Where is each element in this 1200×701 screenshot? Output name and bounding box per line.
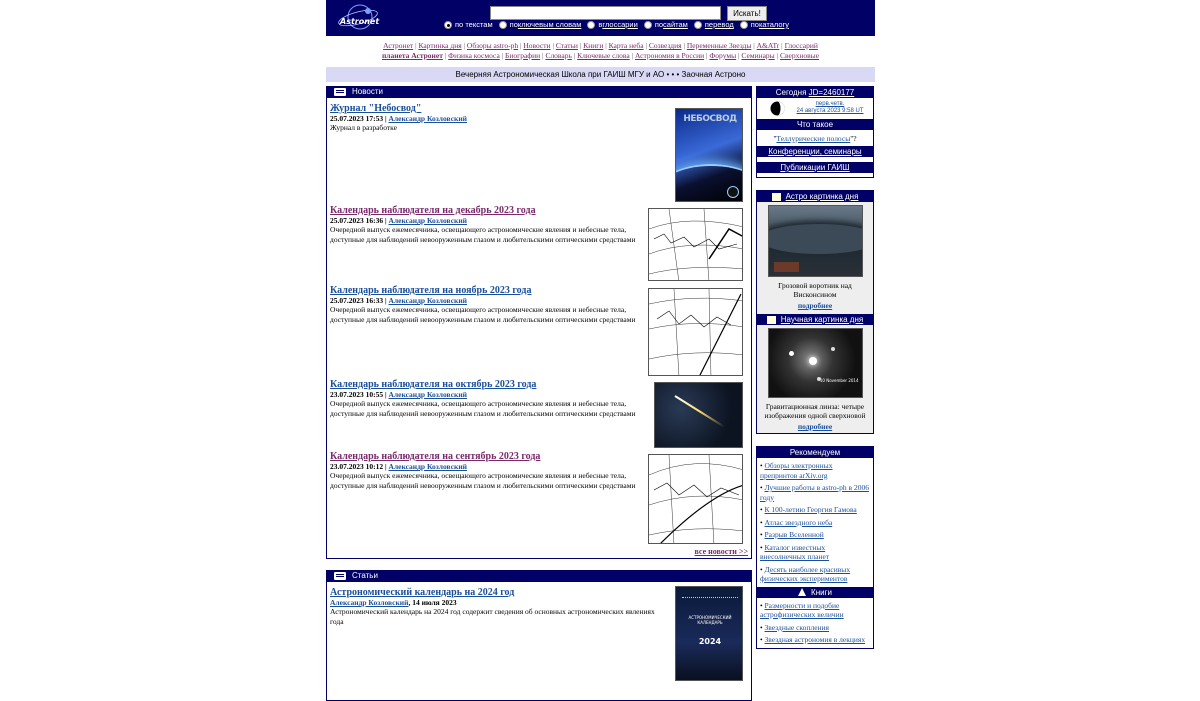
main-nav bbox=[326, 41, 875, 61]
calendar-cover-title: АСТРОНОМИЧЕСКИЙ КАЛЕНДАРЬ bbox=[688, 615, 732, 625]
radio-label-prefix: по bbox=[509, 20, 518, 29]
list-item: • Десять наиболее красивых физических экспериментов bbox=[760, 564, 851, 583]
news-item-title[interactable]: Календарь наблюдателя на ноябрь 2023 года bbox=[330, 285, 532, 296]
shelf-cloud bbox=[768, 224, 863, 254]
astronet-logo[interactable] bbox=[334, 3, 382, 33]
radio-icon[interactable] bbox=[444, 21, 452, 29]
news-header bbox=[326, 86, 752, 97]
list-item: • Размерности и подобие астрофизических величин bbox=[760, 600, 844, 619]
nav-link[interactable]: Книги bbox=[583, 41, 604, 50]
books-header bbox=[757, 587, 873, 598]
articles-title: Статьи bbox=[352, 571, 378, 580]
apod-image[interactable] bbox=[768, 205, 863, 277]
nav-link[interactable]: Астрономия в России bbox=[634, 51, 705, 60]
news-item-meta: 23.07.2023 10:55 | Александр Козловский bbox=[330, 390, 467, 399]
news-item bbox=[330, 103, 670, 133]
news-panel bbox=[326, 97, 752, 559]
recommend-list bbox=[757, 458, 873, 584]
nav-link[interactable]: планета Астронет bbox=[381, 51, 443, 60]
apod-box bbox=[756, 190, 874, 434]
conf-link[interactable]: Конференции, семинары bbox=[768, 147, 862, 156]
star-map-thumb[interactable] bbox=[648, 288, 743, 376]
list-item-link[interactable]: Разрыв Вселенной bbox=[764, 530, 824, 539]
news-item-desc: Очередной выпуск ежемесячника, освещающего астрономические явления и небесные тела, доступные для наблюдений невооруженным глазом и любительскими оптическими средствами bbox=[330, 225, 636, 244]
books-list bbox=[757, 598, 873, 645]
books-title: Книги bbox=[811, 587, 832, 597]
moon-phase-date[interactable]: 24 августа 2023 9:58 UT bbox=[796, 108, 864, 114]
lensed-image bbox=[831, 347, 835, 351]
news-item-title[interactable]: Календарь наблюдателя на октябрь 2023 года bbox=[330, 379, 537, 390]
nav-row-2: планета Астронет | Физика космоса | Биографии | Словарь | Ключевые слова | Астрономия в России | Форумы | Семинары | Сверхновые bbox=[381, 51, 820, 60]
author-link[interactable]: Александр Козловский bbox=[388, 296, 467, 305]
nav-link[interactable]: Глоссарий bbox=[784, 41, 818, 50]
nav-link[interactable]: Сверхновые bbox=[780, 51, 820, 60]
list-item-link[interactable]: Обзоры электронных препринтов arXiv.org bbox=[760, 461, 833, 480]
side-column bbox=[756, 86, 874, 649]
radio-icon[interactable] bbox=[740, 21, 748, 29]
search-mode-radios bbox=[444, 20, 795, 31]
radio-label-link[interactable]: сайтам bbox=[663, 20, 688, 29]
list-item: • Звездная астрономия в лекциях bbox=[760, 635, 866, 644]
radio-icon[interactable] bbox=[587, 21, 595, 29]
sci-image-date: 10 November 2014 bbox=[819, 378, 859, 383]
list-item: • Каталог известных внесолнечных планет bbox=[760, 542, 830, 561]
news-icon bbox=[334, 88, 346, 96]
list-item-link[interactable]: Размерности и подобие астрофизических величин bbox=[760, 600, 844, 619]
list-item-link[interactable]: Каталог известных внесолнечных планет bbox=[760, 542, 830, 561]
apod-icon bbox=[772, 193, 781, 201]
cover-title: НЕБОСВОД bbox=[683, 114, 737, 124]
moon-phase-icon bbox=[770, 101, 785, 116]
news-item-title[interactable]: Календарь наблюдателя на декабрь 2023 года bbox=[330, 205, 536, 216]
eclipse-sequence bbox=[682, 597, 738, 605]
all-news-link[interactable]: все новости >> bbox=[694, 547, 748, 556]
today-header: Сегодня JD=2460177 bbox=[757, 87, 873, 98]
search-mode-option[interactable] bbox=[444, 20, 493, 29]
nav-link[interactable]: Биографии bbox=[505, 51, 541, 60]
list-item: • Разрыв Вселенной bbox=[760, 530, 824, 539]
search-mode-option[interactable] bbox=[694, 20, 734, 29]
sci-icon bbox=[767, 316, 776, 324]
article-item-title[interactable]: Астрономический календарь на 2024 год bbox=[330, 587, 515, 598]
today-box bbox=[756, 86, 874, 178]
nav-link[interactable]: A&ATr bbox=[756, 41, 780, 50]
list-item-link[interactable]: Атлас звездного неба bbox=[764, 517, 833, 527]
radio-label-link[interactable]: глоссарии bbox=[602, 20, 638, 29]
search-mode-option[interactable] bbox=[740, 20, 789, 29]
apod-title[interactable]: Астро картинка дня bbox=[785, 192, 859, 201]
nav-link[interactable]: Карта неба bbox=[608, 41, 644, 50]
news-item-desc: Очередной выпуск ежемесячника, освещающего астрономические явления и небесные тела, доступные для наблюдений невооруженным глазом и любительскими оптическими средствами bbox=[330, 305, 636, 324]
apod-more-link[interactable]: подробнее bbox=[797, 301, 833, 310]
news-item-meta: 25.07.2023 17:53 | Александр Козловский bbox=[330, 114, 467, 123]
author-link[interactable]: Александр Козловский bbox=[388, 216, 467, 225]
what-is-cell: "Теллурические полосы"? bbox=[773, 134, 857, 143]
author-link[interactable]: Александр Козловский bbox=[330, 598, 409, 607]
search-mode-option[interactable] bbox=[644, 20, 688, 29]
list-item-link[interactable]: Десять наиболее красивых физических экспериментов bbox=[760, 564, 851, 583]
apod-header bbox=[757, 191, 873, 202]
nav-link[interactable]: Ключевые слова bbox=[577, 51, 630, 60]
news-item-desc: Очередной выпуск ежемесячника, освещающего астрономические явления и небесные тела, доступные для наблюдений невооруженным глазом и любительскими оптическими средствами bbox=[330, 471, 636, 490]
search-button[interactable]: Искать! bbox=[727, 6, 767, 21]
what-is-header: Что такое bbox=[757, 119, 873, 130]
nav-link[interactable]: Картинка дня bbox=[418, 41, 462, 50]
nav-link[interactable]: Словарь bbox=[545, 51, 572, 60]
search-mode-option[interactable] bbox=[587, 20, 637, 29]
radio-label-prefix: по bbox=[654, 20, 664, 29]
author-link[interactable]: Александр Козловский bbox=[388, 462, 467, 471]
author-link[interactable]: Александр Козловский bbox=[388, 114, 467, 123]
nav-link[interactable]: Переменные Звезды bbox=[686, 41, 752, 50]
radio-label-link[interactable]: каталогу bbox=[758, 20, 790, 29]
what-is-link[interactable]: Теллурические полосы bbox=[776, 134, 851, 143]
news-item-meta: 23.07.2023 10:12 | Александр Козловский bbox=[330, 462, 467, 471]
radio-label-link[interactable]: перевод bbox=[704, 20, 734, 29]
moon-phase bbox=[757, 98, 873, 119]
nav-link[interactable]: Новости bbox=[523, 41, 551, 50]
radio-icon[interactable] bbox=[694, 21, 702, 29]
star-map-thumb[interactable] bbox=[648, 454, 743, 544]
radio-label-prefix: в bbox=[598, 20, 603, 29]
news-item-desc: Журнал в разработке bbox=[330, 123, 397, 132]
calendar-cover[interactable] bbox=[675, 586, 743, 681]
sci-more-link[interactable]: подробнее bbox=[797, 422, 833, 431]
search-mode-option[interactable] bbox=[499, 20, 582, 29]
news-item-title[interactable]: Календарь наблюдателя на сентябрь 2023 года bbox=[330, 451, 541, 462]
sci-caption: Гравитационная линза: четыре изображения одной сверхновой bbox=[764, 402, 866, 420]
articles-icon bbox=[334, 572, 346, 580]
list-item-link[interactable]: Звездные скопления bbox=[764, 622, 829, 632]
article-item-meta: Александр Козловский, 14 июля 2023 bbox=[330, 598, 457, 607]
nebosvod-cover[interactable] bbox=[675, 108, 743, 202]
header bbox=[326, 0, 875, 36]
radio-icon[interactable] bbox=[644, 21, 652, 29]
nav-link[interactable]: Астронет bbox=[383, 41, 414, 50]
nav-row-1: Астронет | Картинка дня | Обзоры astro-ph | Новости | Статьи | Книги | Карта неба | Созвездия | Переменные Звезды | A&ATr | Глоссарий bbox=[383, 41, 818, 50]
news-title: Новости bbox=[352, 87, 383, 96]
main-column bbox=[326, 86, 752, 701]
search-input[interactable] bbox=[490, 6, 721, 20]
list-item: • Обзоры электронных препринтов arXiv.org bbox=[760, 461, 833, 480]
meteor-streak bbox=[674, 395, 724, 427]
conf-header[interactable] bbox=[757, 146, 873, 157]
news-item-title[interactable]: Журнал "Небосвод" bbox=[330, 103, 422, 114]
list-item: • Лучшие работы в astro-ph в 2006 году bbox=[760, 483, 869, 502]
recommend-box bbox=[756, 446, 874, 649]
radio-label-prefix: по текстам bbox=[455, 20, 493, 29]
nav-link[interactable]: Семинары bbox=[741, 51, 775, 60]
building bbox=[774, 262, 799, 272]
jd-link[interactable]: JD=2460177 bbox=[808, 88, 855, 97]
apod-caption: Грозовой воротник над Висконсином bbox=[778, 281, 852, 299]
news-item bbox=[330, 205, 645, 244]
news-item-meta: 25.07.2023 16:33 | Александр Козловский bbox=[330, 296, 467, 305]
list-item: • Атлас звездного неба bbox=[760, 517, 833, 527]
radio-label-prefix: по bbox=[750, 20, 759, 29]
article-item-desc: Астрономический календарь на 2024 год содержит сведения об основных астрономических явлениях года bbox=[330, 607, 655, 626]
list-item-link[interactable]: Лучшие работы в astro-ph в 2006 году bbox=[760, 483, 869, 502]
news-item-desc: Очередной выпуск ежемесячника, освещающего астрономические явления и небесные тела, доступные для наблюдений невооруженным глазом и любительскими оптическими средствами bbox=[330, 399, 636, 418]
logo-text: Astronet bbox=[340, 17, 380, 26]
nav-link[interactable]: Обзоры astro-ph bbox=[466, 41, 519, 50]
nav-link[interactable]: Физика космоса bbox=[448, 51, 500, 60]
star-map-thumb[interactable] bbox=[648, 208, 743, 281]
recommend-header: Рекомендуем bbox=[757, 447, 873, 458]
pubs-header[interactable] bbox=[757, 162, 873, 173]
list-item-link[interactable]: К 100-летию Георгия Гамова bbox=[764, 505, 857, 514]
list-item: • Звездные скопления bbox=[760, 622, 829, 632]
sci-image[interactable] bbox=[768, 328, 863, 398]
sci-title[interactable]: Научная картинка дня bbox=[780, 315, 864, 324]
news-item bbox=[330, 451, 645, 490]
articles-header bbox=[326, 570, 752, 581]
articles-panel bbox=[326, 581, 752, 701]
moon-phase-link[interactable]: перв.четв. bbox=[815, 101, 845, 107]
radio-label-link[interactable]: ключевым словам bbox=[517, 20, 582, 29]
nav-link[interactable]: Статьи bbox=[555, 41, 578, 50]
news-item bbox=[330, 379, 650, 418]
calendar-cover-year: 2024 bbox=[698, 637, 722, 646]
lensed-image bbox=[789, 351, 794, 356]
radio-icon[interactable] bbox=[499, 21, 507, 29]
pubs-link[interactable]: Публикации ГАИШ bbox=[780, 163, 850, 172]
books-icon bbox=[798, 588, 806, 596]
author-link[interactable]: Александр Козловский bbox=[388, 390, 467, 399]
news-item bbox=[330, 285, 645, 324]
moon-disc bbox=[727, 186, 739, 198]
nav-link[interactable]: Форумы bbox=[709, 51, 737, 60]
news-item-meta: 25.07.2023 16:36 | Александр Козловский bbox=[330, 216, 467, 225]
article-item bbox=[330, 587, 670, 626]
announcement-ticker[interactable]: Вечерняя Астрономическая Школа при ГАИШ МГУ и АО • • • Заочная Астроно bbox=[326, 67, 875, 82]
list-item-link[interactable]: Звездная астрономия в лекциях bbox=[764, 635, 866, 644]
nav-link[interactable]: Созвездия bbox=[648, 41, 682, 50]
lens-center bbox=[809, 357, 817, 365]
sci-header bbox=[757, 314, 873, 325]
meteor-photo[interactable] bbox=[654, 382, 743, 448]
list-item: • К 100-летию Георгия Гамова bbox=[760, 505, 857, 514]
